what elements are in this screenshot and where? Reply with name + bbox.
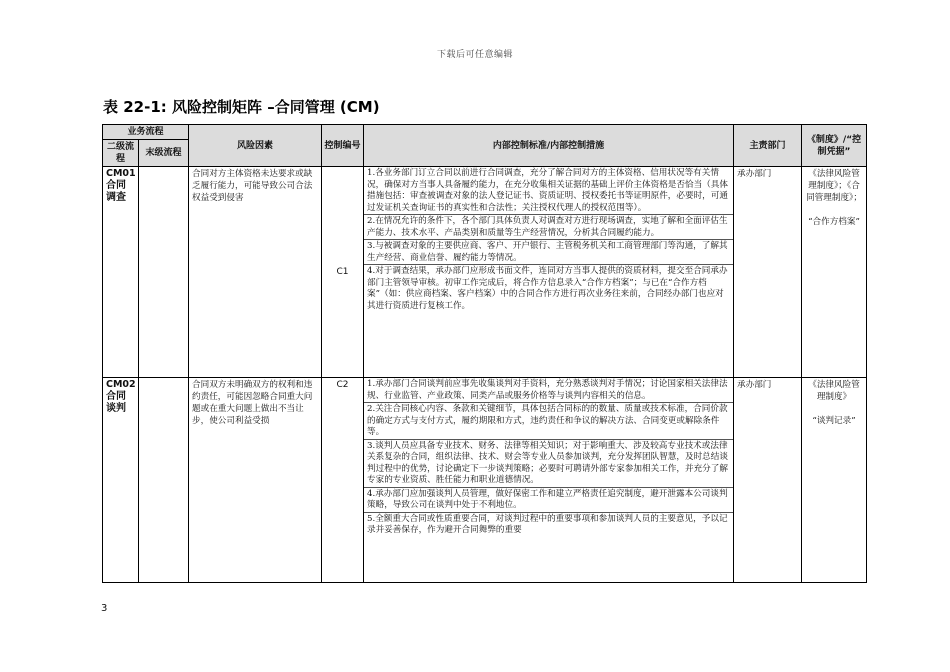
basis-voucher: “合作方档案”	[808, 217, 860, 227]
measures-cell	[364, 378, 734, 583]
page-number: 3	[101, 603, 108, 614]
control-id-cell: C1	[322, 167, 364, 378]
measure-item: 3.谈判人员应具备专业技术、财务、法律等相关知识；对于影响重大、涉及较高专业技术或法律关系复杂的合同，组织法律、技术、财会等专业人员参加谈判，充分发挥团队智慧，及时总结谈判过程中的优势，讨论确定下一步谈判策略；必要时可聘请外部专家参加相关工作，并充分了解专家的专业资质、胜任能力和职业道德情况。	[364, 439, 733, 487]
measure-item: 2.在情况允许的条件下，各个部门具体负责人对调查对方进行现场调查，实地了解和全面评估生产能力、技术水平、产品类别和质量等生产经营情况，分析其合同履约能力。	[364, 214, 733, 239]
last-process-cell	[139, 167, 189, 378]
control-id-cell: C2	[322, 378, 364, 583]
process-code: CM02	[106, 379, 136, 390]
basis-cell	[802, 378, 867, 583]
process-cell	[103, 378, 139, 583]
measure-item: 1.承办部门合同谈判前应事先收集谈判对手资料，充分熟悉谈判对手情况；讨论国家相关法律法规、行业监管、产业政策、同类产品或服务价格等与谈判内容相关的信息。	[367, 379, 728, 401]
process-name: 合同调查	[106, 180, 126, 203]
process-cell	[103, 167, 139, 378]
last-process-header: 末级流程	[139, 140, 189, 167]
basis-header: 《制度》/“控制凭据”	[802, 125, 867, 167]
business-process-header: 业务流程	[103, 125, 189, 140]
measure-item: 5.全额重大合同或性质重要合同，对谈判过程中的重要事项和参加谈判人员的主要意见，予以记录并妥善保存，作为避开合同舞弊的重要	[364, 512, 733, 537]
measure-item: 1.各业务部门订立合同以前进行合同调查，充分了解合同对方的主体资格、信用状况等有关情况，确保对方当事人具备履约能力，在充分收集相关证据的基础上评价主体资格是否恰当（具体措施包括：审查被调查对象的法人登记证书、资质证明、授权委托书等证明原件，必要时，可通过发证机关查询证书的真实性和合法性；关注授权代理人的授权范围等）。	[367, 168, 728, 213]
dept-cell: 承办部门	[734, 167, 802, 378]
level2-header: 二级流程	[103, 140, 139, 167]
basis-voucher: “谈判记录”	[812, 416, 856, 426]
measure-item: 2.关注合同核心内容、条款和关键细节，具体包括合同标的的数量、质量或技术标准，合同价款的确定方式与支付方式，履约期限和方式，违约责任和争议的解决方法、合同变更或解除条件等。	[364, 402, 733, 439]
measures-cell	[364, 167, 734, 378]
dept-cell: 承办部门	[734, 378, 802, 583]
measure-item: 4.承办部门应加强谈判人员管理，做好保密工作和建立严格责任追究制度，避开泄露本公司谈判策略，导致公司在谈判中处于不利地位。	[364, 487, 733, 512]
table-title: 表 22-1: 风险控制矩阵 –合同管理 (CM)	[103, 98, 380, 116]
last-process-cell	[139, 378, 189, 583]
basis-docs: 《法律风险管理制度》	[808, 380, 860, 402]
risk-cell: 合同双方未明确双方的权利和违约责任，可能因忽略合同重大问题或在重大问题上做出不当让步，使公司利益受损	[189, 378, 322, 583]
control-id-header: 控制编号	[322, 125, 364, 167]
basis-docs: 《法律风险管理制度》；《合同管理制度》；	[806, 169, 862, 203]
process-code: CM01	[106, 168, 136, 179]
table-row	[103, 378, 867, 583]
measure-item: 4.对于调查结果，承办部门应形成书面文件，连同对方当事人提供的资质材料，提交至合同承办部门主管领导审核。初审工作完成后，将合作方信息录入“合作方档案”；与已在“合作方档案”（如：供应商档案、客户档案）中的合同合作方进行再次业务往来前，合同经办部门也应对其进行资质进行复核工作。	[364, 264, 733, 312]
process-name: 合同谈判	[106, 391, 126, 414]
dept-header: 主责部门	[734, 125, 802, 167]
table-row	[103, 167, 867, 378]
risk-cell: 合同对方主体资格未达要求或缺乏履行能力，可能导致公司合法权益受到侵害	[189, 167, 322, 378]
measure-item: 3.与被调查对象的主要供应商、客户、开户银行、主管税务机关和工商管理部门等沟通，了解其生产经营、商业信誉、履约能力等情况。	[364, 239, 733, 264]
basis-cell	[802, 167, 867, 378]
measures-header: 内部控制标准/内部控制措施	[364, 125, 734, 167]
risk-control-matrix	[102, 124, 867, 583]
header-note: 下载后可任意编辑	[436, 50, 513, 60]
risk-header: 风险因素	[189, 125, 322, 167]
